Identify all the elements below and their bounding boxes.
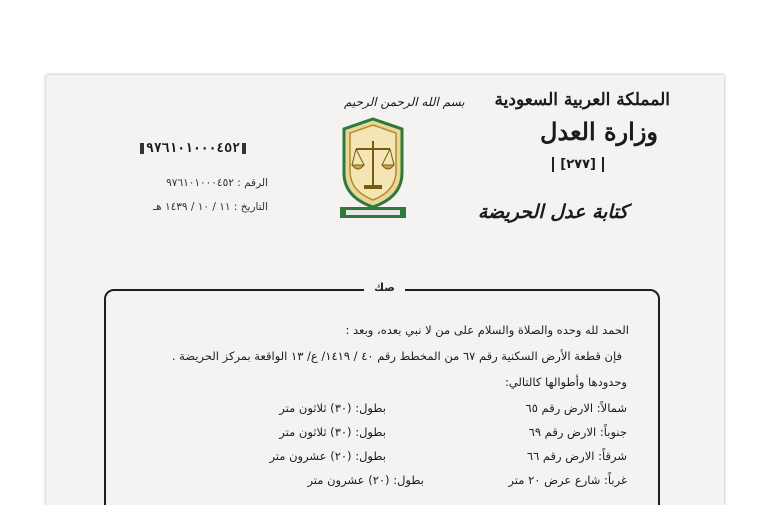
office-name: كتابة عدل الحريضة	[477, 201, 628, 223]
bound-north-length: بطول: (٣٠) ثلاثون متر	[279, 401, 386, 415]
bound-east-side: شرقاً: الارض رقم ٦٦	[526, 449, 627, 463]
issue-date: التاريخ : ١١ / ١٠ / ١٤٣٩ هـ	[153, 201, 268, 213]
ministry-emblem-icon	[336, 115, 410, 219]
office-code: [٢٧٧]	[552, 157, 604, 172]
bound-south-side: جنوباً: الارض رقم ٦٩	[528, 425, 627, 439]
kingdom-heading: المملكة العربية السعودية	[494, 90, 670, 110]
barcode	[138, 141, 248, 156]
opening-text: الحمد لله وحده والصلاة والسلام على من لا نبي بعده، وبعد :	[345, 323, 629, 337]
bound-east-length: بطول: (٢٠) عشرون متر	[269, 449, 386, 463]
bound-north-side: شمالاً: الارض رقم ٦٥	[525, 401, 627, 415]
bound-south-length: بطول: (٣٠) ثلاثون متر	[279, 425, 386, 439]
barcode-number: ٩٧٦١٠١٠٠٠٤٥٢	[146, 141, 240, 156]
bound-west-side: غرباً: شارع عرض ٢٠ متر	[508, 473, 627, 487]
reference-number: الرقم : ٩٧٦١٠١٠٠٠٤٥٢	[166, 177, 268, 189]
bound-west-length: بطول: (٢٠) عشرون متر	[307, 473, 424, 487]
bounds-intro: وحدودها وأطوالها كالتالي:	[504, 375, 627, 389]
document-page	[46, 75, 724, 505]
parcel-description: فإن قطعة الأرض السكنية رقم ٦٧ من المخطط رقم ٤٠ / ١٤١٩/ ع/ ١٣ الواقعة بمركز الحريضة .	[171, 349, 622, 363]
bismillah-text: بسم الله الرحمن الرحيم	[344, 95, 465, 109]
ministry-heading: وزارة العدل	[540, 117, 658, 146]
deed-title: صك	[364, 281, 405, 294]
